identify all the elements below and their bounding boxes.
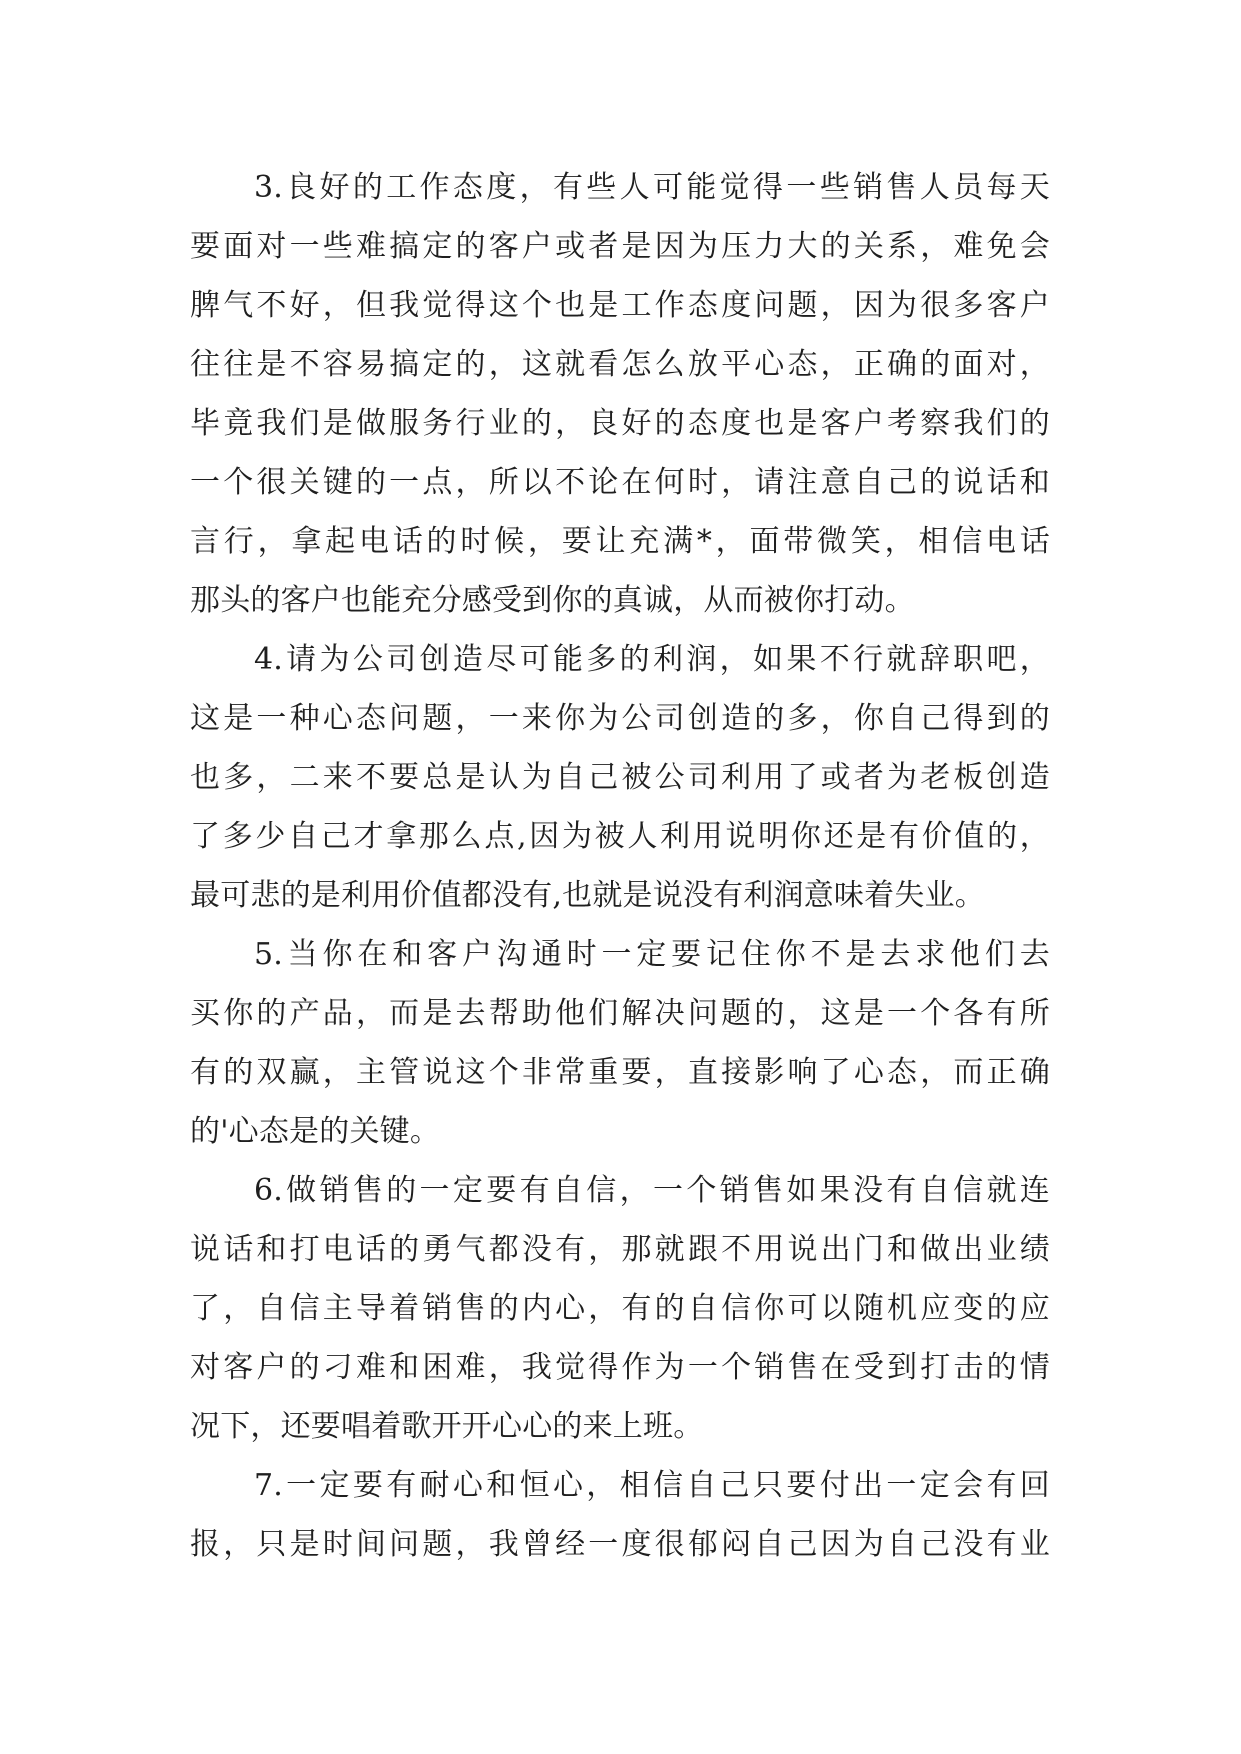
text-line: 这是一种心态问题，一来你为公司创造的多，你自己得到的 (190, 701, 1050, 736)
text-line: 报，只是时间问题，我曾经一度很郁闷自己因为自己没有业 (190, 1527, 1050, 1562)
text-line: 言行，拿起电话的时候，要让充满*，面带微笑，相信电话 (190, 524, 1050, 559)
text-line: 况下，还要唱着歌开开心心的来上班。 (190, 1409, 704, 1444)
paragraph-item-6 (190, 1161, 1050, 1456)
text-line: 最可悲的是利用价值都没有,也就是说没有利润意味着失业。 (190, 878, 985, 913)
text-line: 也多，二来不要总是认为自己被公司利用了或者为老板创造 (190, 760, 1050, 795)
text-line: 毕竟我们是做服务行业的，良好的态度也是客户考察我们的 (190, 406, 1050, 441)
text-line: 那头的客户也能充分感受到你的真诚，从而被你打动。 (190, 583, 915, 618)
text-line: 买你的产品，而是去帮助他们解决问题的，这是一个各有所 (190, 996, 1050, 1031)
text-line: 往往是不容易搞定的，这就看怎么放平心态，正确的面对， (190, 347, 1050, 382)
text-line: 3.良好的工作态度，有些人可能觉得一些销售人员每天 (254, 170, 1050, 205)
text-line: 了，自信主导着销售的内心，有的自信你可以随机应变的应 (190, 1291, 1050, 1326)
document-body (190, 158, 1050, 1574)
text-line: 要面对一些难搞定的客户或者是因为压力大的关系，难免会 (190, 229, 1050, 264)
paragraph-item-7 (190, 1456, 1050, 1574)
text-line: 5.当你在和客户沟通时一定要记住你不是去求他们去 (254, 937, 1050, 972)
text-line: 7.一定要有耐心和恒心，相信自己只要付出一定会有回 (254, 1468, 1050, 1503)
text-line: 一个很关键的一点，所以不论在何时，请注意自己的说话和 (190, 465, 1050, 500)
text-line: 对客户的刁难和困难，我觉得作为一个销售在受到打击的情 (190, 1350, 1050, 1385)
text-line: 有的双赢，主管说这个非常重要，直接影响了心态，而正确 (190, 1055, 1050, 1090)
text-line: 了多少自己才拿那么点,因为被人利用说明你还是有价值的， (190, 819, 1050, 854)
paragraph-item-3 (190, 158, 1050, 630)
paragraph-item-4 (190, 630, 1050, 925)
text-line: 4.请为公司创造尽可能多的利润，如果不行就辞职吧， (254, 642, 1050, 677)
text-line: 脾气不好，但我觉得这个也是工作态度问题，因为很多客户 (190, 288, 1050, 323)
paragraph-item-5 (190, 925, 1050, 1161)
text-line: 说话和打电话的勇气都没有，那就跟不用说出门和做出业绩 (190, 1232, 1050, 1267)
text-line: 6.做销售的一定要有自信，一个销售如果没有自信就连 (254, 1173, 1050, 1208)
text-line: 的'心态是的关键。 (190, 1114, 441, 1149)
